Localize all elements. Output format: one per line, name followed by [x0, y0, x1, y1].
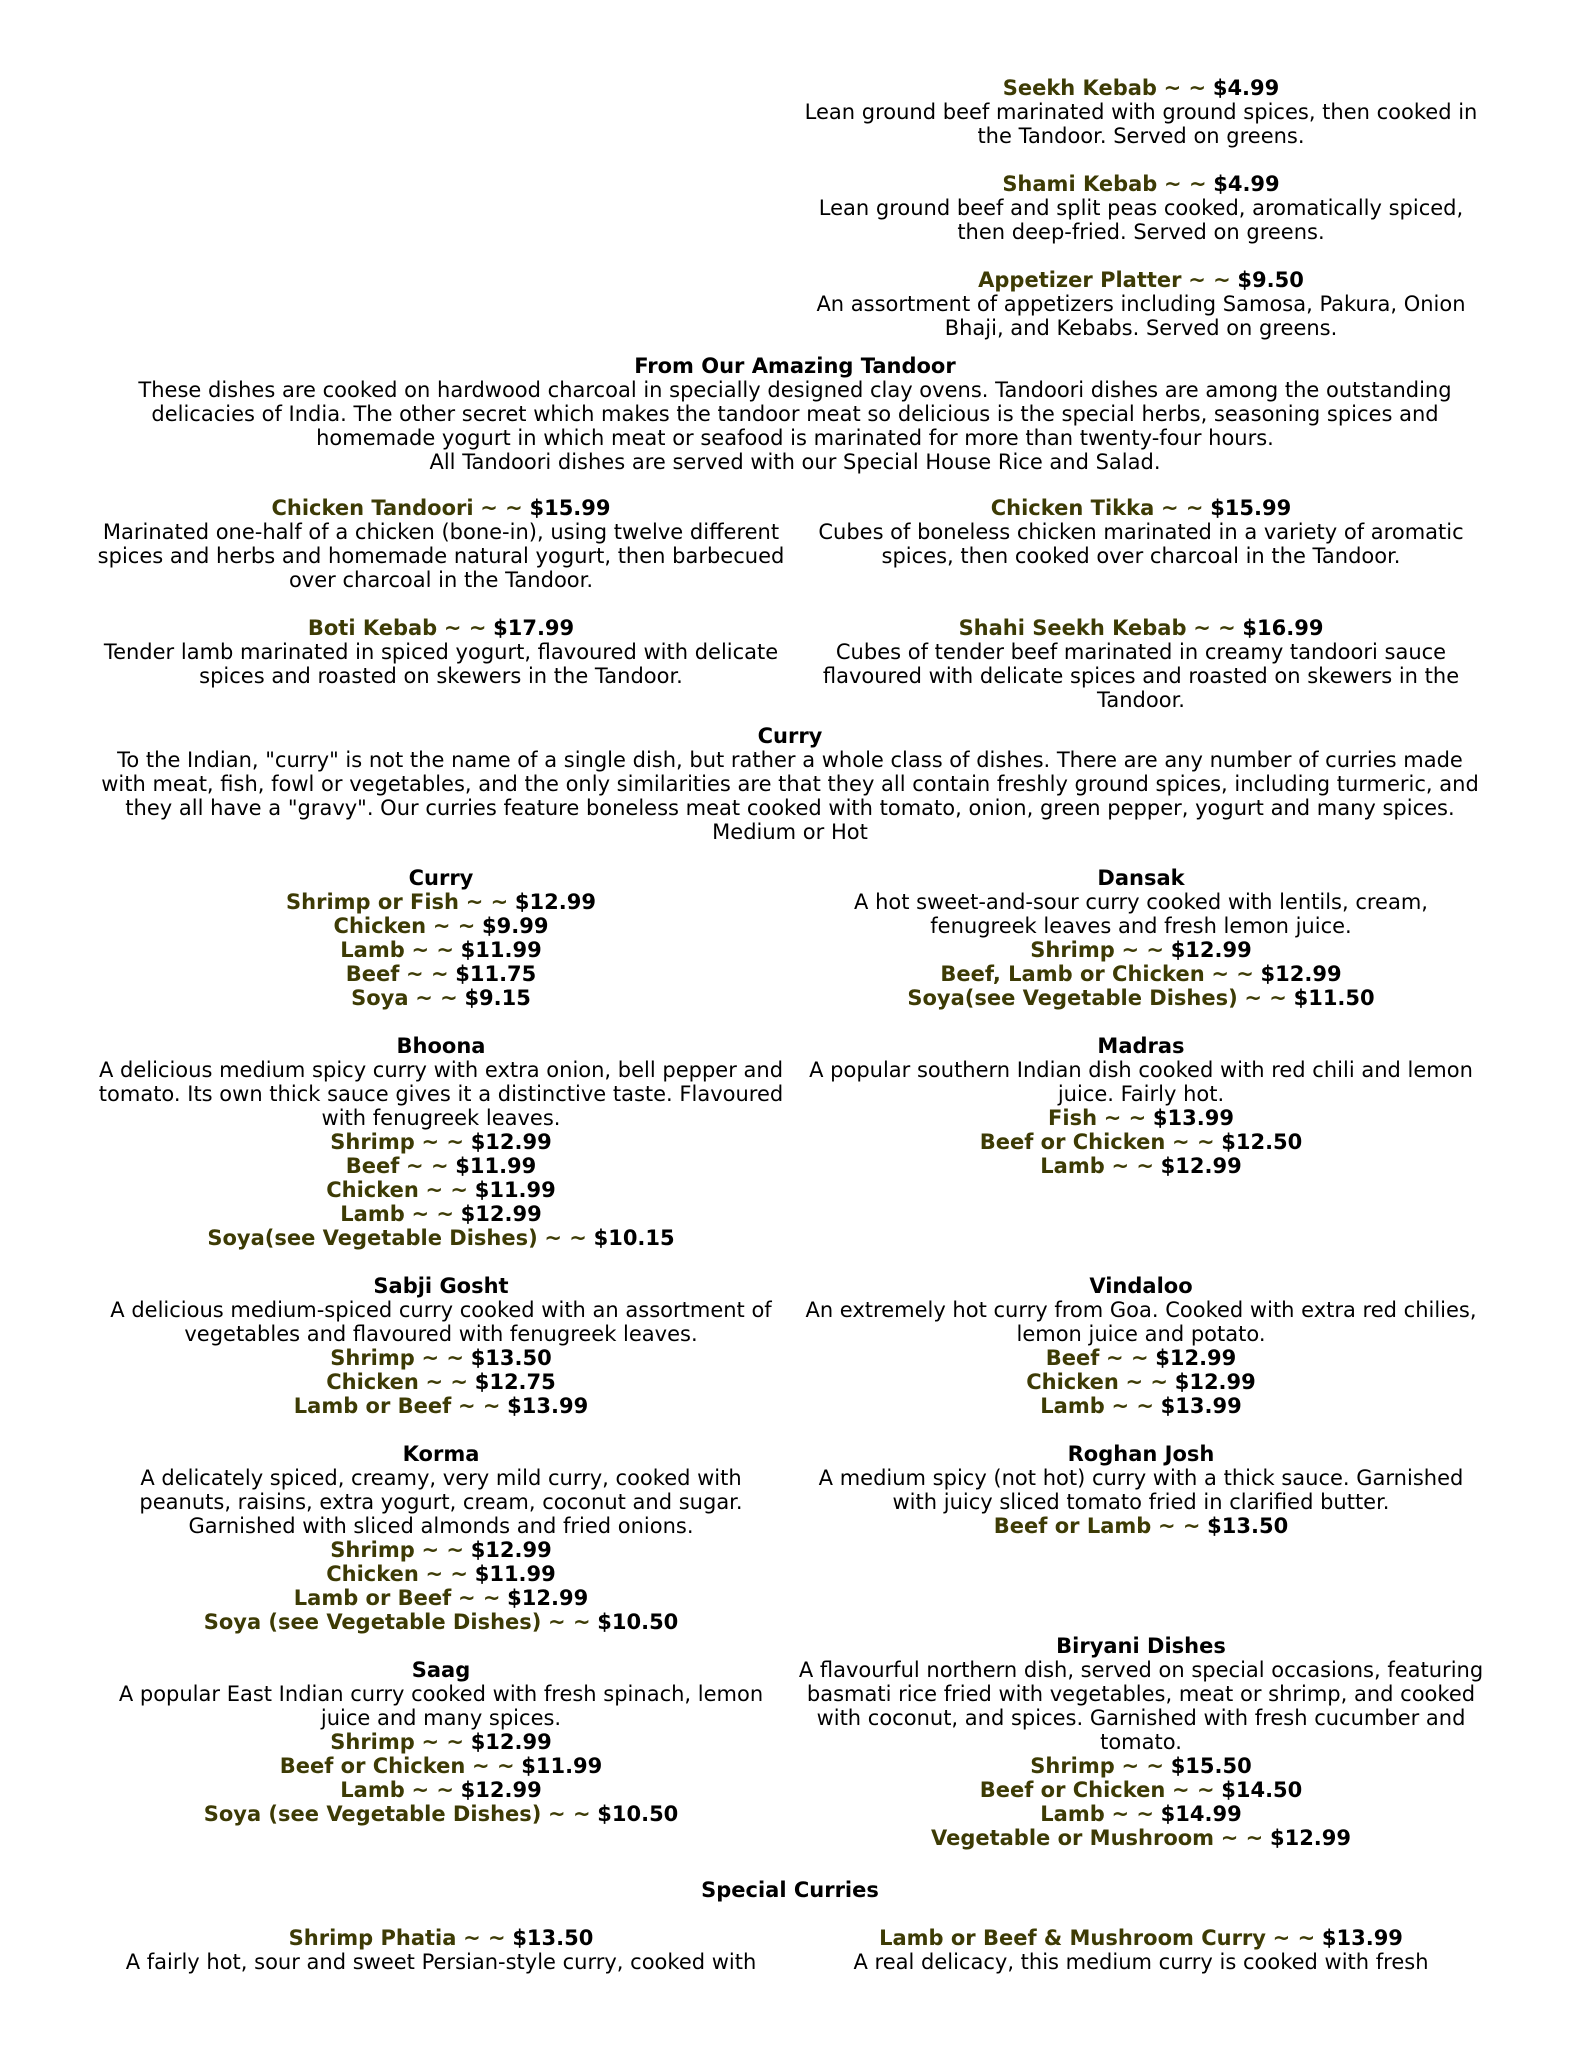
option-name: Lamb or Beef	[293, 1586, 452, 1610]
price-separator: ~ ~	[406, 962, 449, 986]
curry-left-column	[96, 866, 786, 1850]
option-price: $9.99	[482, 914, 549, 938]
option-name: Soya(see Vegetable Dishes)	[907, 986, 1238, 1010]
price-separator: ~ ~	[432, 914, 476, 938]
option-price: $11.99	[455, 1154, 537, 1178]
section-title: Curry	[757, 724, 823, 748]
dish-group-madras	[798, 1034, 1484, 1178]
item-description: A fairly hot, sour and sweet Persian-style curry, cooked with	[125, 1950, 757, 1974]
option-price: $11.99	[474, 1178, 556, 1202]
option-name: Chicken	[1026, 1370, 1119, 1394]
price-separator: ~ ~	[1220, 1826, 1264, 1850]
option-price: $12.99	[1170, 938, 1252, 962]
option-price: $12.75	[474, 1370, 556, 1394]
item-description: Tender lamb marinated in spiced yogurt, flavoured with delicate spices and roasted on skewers in the Tandoor.	[103, 640, 779, 688]
price-separator: ~ ~	[443, 616, 487, 640]
option-price: $12.50	[1221, 1130, 1303, 1154]
dish-title: Sabji Gosht	[373, 1274, 509, 1298]
dish-description: A medium spicy (not hot) curry with a thick sauce. Garnished with juicy sliced tomato fried in clarified butter.	[818, 1466, 1464, 1514]
option-name: Lamb or Beef	[293, 1394, 452, 1418]
special-right-column	[798, 1926, 1484, 1974]
price-separator: ~ ~	[421, 1730, 464, 1754]
option-price: $14.50	[1221, 1778, 1303, 1802]
option-name: Soya	[351, 986, 409, 1010]
price-separator: ~ ~	[411, 1202, 454, 1226]
option-price: $13.99	[1152, 1106, 1234, 1130]
option-price: $10.50	[597, 1610, 679, 1634]
section-note: All Tandoori dishes are served with our Special House Rice and Salad.	[429, 450, 1161, 474]
item-price: $16.99	[1242, 616, 1324, 640]
item-price: $4.99	[1212, 76, 1280, 100]
section-title: From Our Amazing Tandoor	[634, 354, 956, 378]
option-name: Beef	[1045, 1346, 1100, 1370]
option-price: $12.99	[460, 1202, 542, 1226]
item-name: Chicken Tikka	[990, 496, 1155, 520]
option-name: Vegetable or Mushroom	[930, 1826, 1215, 1850]
price-separator: ~ ~	[1188, 268, 1231, 292]
option-price: $10.15	[593, 1226, 675, 1250]
price-separator: ~ ~	[1172, 1130, 1215, 1154]
price-separator: ~ ~	[1160, 496, 1204, 520]
price-separator: ~ ~	[411, 938, 454, 962]
price-separator: ~ ~	[544, 1226, 587, 1250]
option-price: $11.75	[455, 962, 537, 986]
dish-description: A popular southern Indian dish cooked with red chili and lemon juice. Fairly hot.	[809, 1058, 1473, 1106]
curry-section-header	[96, 724, 1484, 844]
section-intro: To the Indian, "curry" is not the name of a single dish, but rather a whole class of dishes. There are any number of curries made with meat, fish, fowl or vegetables, and the only similarities are that they all contain freshly ground spices, including turmeric, and they all have a "gravy". Our curries feature boneless meat cooked with tomato, onion, green pepper, yogurt and many spices. Medium or Hot	[101, 748, 1479, 844]
option-name: Chicken	[326, 1562, 419, 1586]
option-name: Soya (see Vegetable Dishes)	[203, 1610, 542, 1634]
dish-group-korma	[96, 1442, 786, 1634]
menu-item-chicken-tandoori	[96, 496, 786, 592]
option-name: Beef or Chicken	[279, 1754, 466, 1778]
price-separator: ~ ~	[1163, 76, 1207, 100]
dish-group-vindaloo	[798, 1274, 1484, 1418]
price-separator: ~ ~	[1121, 1754, 1164, 1778]
option-name: Shrimp	[330, 1538, 415, 1562]
dish-description: An extremely hot curry from Goa. Cooked with extra red chilies, lemon juice and potato.	[805, 1298, 1477, 1346]
price-separator: ~ ~	[1157, 1514, 1201, 1538]
dish-group-bhoona	[96, 1034, 786, 1250]
price-separator: ~ ~	[415, 986, 458, 1010]
price-separator: ~ ~	[425, 1178, 469, 1202]
dish-description: A delicious medium-spiced curry cooked with an assortment of vegetables and flavoured with fenugreek leaves.	[110, 1298, 772, 1346]
option-name: Fish	[1048, 1106, 1098, 1130]
option-name: Shrimp	[330, 1346, 415, 1370]
option-name: Shrimp	[1030, 938, 1115, 962]
option-price: $12.99	[1160, 1154, 1242, 1178]
price-separator: ~ ~	[1244, 986, 1287, 1010]
dish-title: Biryani Dishes	[1056, 1634, 1226, 1658]
dish-group-dansak	[798, 866, 1484, 1010]
item-description: Cubes of tender beef marinated in creamy tandoori sauce flavoured with delicate spices and roasted on skewers in the Tandoor.	[822, 640, 1460, 712]
item-name: Shrimp Phatia	[288, 1926, 457, 1950]
option-name: Lamb	[1040, 1802, 1105, 1826]
menu-item-appetizer-platter	[798, 268, 1484, 340]
price-separator: ~ ~	[548, 1802, 591, 1826]
curry-right-column	[798, 866, 1484, 1874]
dish-title: Saag	[411, 1658, 471, 1682]
price-separator: ~ ~	[1121, 938, 1164, 962]
price-separator: ~ ~	[425, 1562, 469, 1586]
option-name: Beef, Lamb or Chicken	[940, 962, 1205, 986]
item-description: Marinated one-half of a chicken (bone-in), using twelve different spices and herbs and homemade natural yogurt, then barbecued over charcoal in the Tandoor.	[97, 520, 785, 592]
menu-item-chicken-tikka	[798, 496, 1484, 568]
option-name: Beef or Lamb	[993, 1514, 1152, 1538]
tandoor-left-column	[96, 496, 786, 712]
tandoor-section-header	[110, 354, 1480, 474]
item-name: Shahi Seekh Kebab	[958, 616, 1187, 640]
item-price: $9.50	[1237, 268, 1304, 292]
option-price: $15.50	[1170, 1754, 1252, 1778]
section-title: Special Curries	[701, 1878, 879, 1902]
option-price: $12.99	[470, 1538, 552, 1562]
price-separator: ~ ~	[1193, 616, 1236, 640]
item-name: Seekh Kebab	[1002, 76, 1157, 100]
option-name: Lamb	[340, 938, 405, 962]
price-separator: ~ ~	[463, 1926, 506, 1950]
price-separator: ~ ~	[1111, 1802, 1154, 1826]
option-name: Beef	[345, 1154, 400, 1178]
option-name: Shrimp	[330, 1130, 415, 1154]
option-price: $12.99	[470, 1730, 552, 1754]
item-name: Chicken Tandoori	[271, 496, 474, 520]
special-left-column	[96, 1926, 786, 1974]
price-separator: ~ ~	[1164, 172, 1207, 196]
option-price: $11.99	[521, 1754, 603, 1778]
item-name: Appetizer Platter	[978, 268, 1182, 292]
dish-title: Curry	[408, 866, 474, 890]
price-separator: ~ ~	[465, 890, 509, 914]
option-price: $13.99	[1160, 1394, 1242, 1418]
price-separator: ~ ~	[1125, 1370, 1169, 1394]
dish-description: A delicious medium spicy curry with extra onion, bell pepper and tomato. Its own thick sauce gives it a distinctive taste. Flavoured with fenugreek leaves.	[98, 1058, 784, 1130]
option-price: $12.99	[514, 890, 596, 914]
menu-item-shahi-seekh-kebab	[798, 616, 1484, 712]
item-description: Lean ground beef and split peas cooked, aromatically spiced, then deep-fried. Served on greens.	[818, 196, 1464, 244]
item-description: Cubes of boneless chicken marinated in a variety of aromatic spices, then cooked over charcoal in the Tandoor.	[818, 520, 1464, 568]
item-price: $4.99	[1213, 172, 1280, 196]
price-separator: ~ ~	[421, 1346, 464, 1370]
price-separator: ~ ~	[457, 1394, 501, 1418]
dish-title: Dansak	[1097, 866, 1185, 890]
dish-group-roghan-josh	[798, 1442, 1484, 1538]
option-name: Soya(see Vegetable Dishes)	[207, 1226, 538, 1250]
dish-description: A hot sweet-and-sour curry cooked with lentils, cream, fenugreek leaves and fresh lemon juice.	[854, 890, 1428, 938]
item-description: A real delicacy, this medium curry is cooked with fresh	[853, 1950, 1429, 1974]
option-name: Chicken	[333, 914, 427, 938]
dish-title: Roghan Josh	[1067, 1442, 1215, 1466]
option-name: Lamb	[340, 1202, 405, 1226]
price-separator: ~ ~	[421, 1538, 464, 1562]
menu-item-shrimp-phatia	[96, 1926, 786, 1974]
item-price: $13.99	[1321, 1926, 1403, 1950]
price-separator: ~ ~	[472, 1754, 515, 1778]
option-price: $12.99	[1260, 962, 1342, 986]
dish-group-biryani	[798, 1634, 1484, 1850]
option-price: $12.99	[460, 1778, 542, 1802]
option-name: Chicken	[326, 1370, 419, 1394]
dish-title: Bhoona	[396, 1034, 486, 1058]
price-separator: ~ ~	[457, 1586, 501, 1610]
option-name: Lamb	[1040, 1394, 1105, 1418]
option-price: $12.99	[470, 1130, 552, 1154]
item-name: Shami Kebab	[1002, 172, 1158, 196]
dish-group-curry	[96, 866, 786, 1010]
section-intro: These dishes are cooked on hardwood charcoal in specially designed clay ovens. Tandoori dishes are among the outstanding delicacies of India. The other secret which makes the tandoor meat so delicious is the special herbs, seasoning spices and homemade yogurt in which meat or seafood is marinated for more than twenty-four hours.	[138, 378, 1452, 450]
menu-item-shami-kebab	[798, 172, 1484, 244]
dish-description: A popular East Indian curry cooked with fresh spinach, lemon juice and many spices.	[118, 1682, 764, 1730]
item-price: $17.99	[493, 616, 575, 640]
option-price: $9.15	[464, 986, 531, 1010]
price-separator: ~ ~	[1211, 962, 1254, 986]
option-name: Beef or Chicken	[979, 1778, 1166, 1802]
price-separator: ~ ~	[548, 1610, 591, 1634]
option-price: $12.99	[1174, 1370, 1256, 1394]
dish-group-saag	[96, 1658, 786, 1826]
price-separator: ~ ~	[425, 1370, 469, 1394]
option-name: Soya (see Vegetable Dishes)	[203, 1802, 542, 1826]
item-price: $15.99	[529, 496, 611, 520]
option-name: Shrimp	[1030, 1754, 1115, 1778]
price-separator: ~ ~	[411, 1778, 454, 1802]
option-price: $14.99	[1160, 1802, 1242, 1826]
option-price: $13.50	[470, 1346, 552, 1370]
menu-item-lamb-beef-mushroom-curry	[798, 1926, 1484, 1974]
option-price: $12.99	[507, 1586, 589, 1610]
dish-title: Vindaloo	[1089, 1274, 1193, 1298]
price-separator: ~ ~	[1111, 1154, 1154, 1178]
option-name: Shrimp	[330, 1730, 415, 1754]
option-price: $13.99	[507, 1394, 589, 1418]
option-price: $11.99	[460, 938, 542, 962]
menu-item-seekh-kebab	[798, 76, 1484, 148]
option-name: Chicken	[326, 1178, 419, 1202]
dish-title: Madras	[1097, 1034, 1185, 1058]
option-price: $11.50	[1293, 986, 1375, 1010]
dish-group-sabji-gosht	[96, 1274, 786, 1418]
price-separator: ~ ~	[421, 1130, 464, 1154]
item-description: Lean ground beef marinated with ground spices, then cooked in the Tandoor. Served on greens.	[804, 100, 1478, 148]
option-price: $12.99	[1155, 1346, 1237, 1370]
option-price: $10.50	[597, 1802, 679, 1826]
price-separator: ~ ~	[406, 1154, 449, 1178]
item-name: Lamb or Beef & Mushroom Curry	[879, 1926, 1266, 1950]
option-name: Lamb	[1040, 1154, 1105, 1178]
dish-description: A flavourful northern dish, served on special occasions, featuring basmati rice fried with vegetables, meat or shrimp, and cooked with coconut, and spices. Garnished with fresh cucumber and tomato.	[798, 1658, 1484, 1754]
menu-item-boti-kebab	[96, 616, 786, 688]
price-separator: ~ ~	[1272, 1926, 1316, 1950]
tandoor-right-column	[798, 496, 1484, 736]
option-price: $12.99	[1269, 1826, 1352, 1850]
option-price: $13.50	[1207, 1514, 1289, 1538]
item-price: $13.50	[512, 1926, 594, 1950]
option-name: Beef	[345, 962, 400, 986]
dish-title: Korma	[402, 1442, 480, 1466]
option-price: $11.99	[474, 1562, 556, 1586]
option-name: Shrimp or Fish	[286, 890, 459, 914]
option-name: Beef or Chicken	[979, 1130, 1166, 1154]
item-price: $15.99	[1210, 496, 1292, 520]
price-separator: ~ ~	[1172, 1778, 1215, 1802]
item-description: An assortment of appetizers including Samosa, Pakura, Onion Bhaji, and Kebabs. Served on greens.	[816, 292, 1466, 340]
dish-description: A delicately spiced, creamy, very mild curry, cooked with peanuts, raisins, extra yogurt, cream, coconut and sugar. Garnished with sliced almonds and fried onions.	[139, 1466, 743, 1538]
option-name: Lamb	[340, 1778, 405, 1802]
item-name: Boti Kebab	[307, 616, 438, 640]
appetizer-column	[798, 76, 1484, 364]
price-separator: ~ ~	[1111, 1394, 1154, 1418]
price-separator: ~ ~	[480, 496, 523, 520]
price-separator: ~ ~	[1103, 1106, 1147, 1130]
special-section-header	[96, 1878, 1484, 1902]
price-separator: ~ ~	[1106, 1346, 1149, 1370]
